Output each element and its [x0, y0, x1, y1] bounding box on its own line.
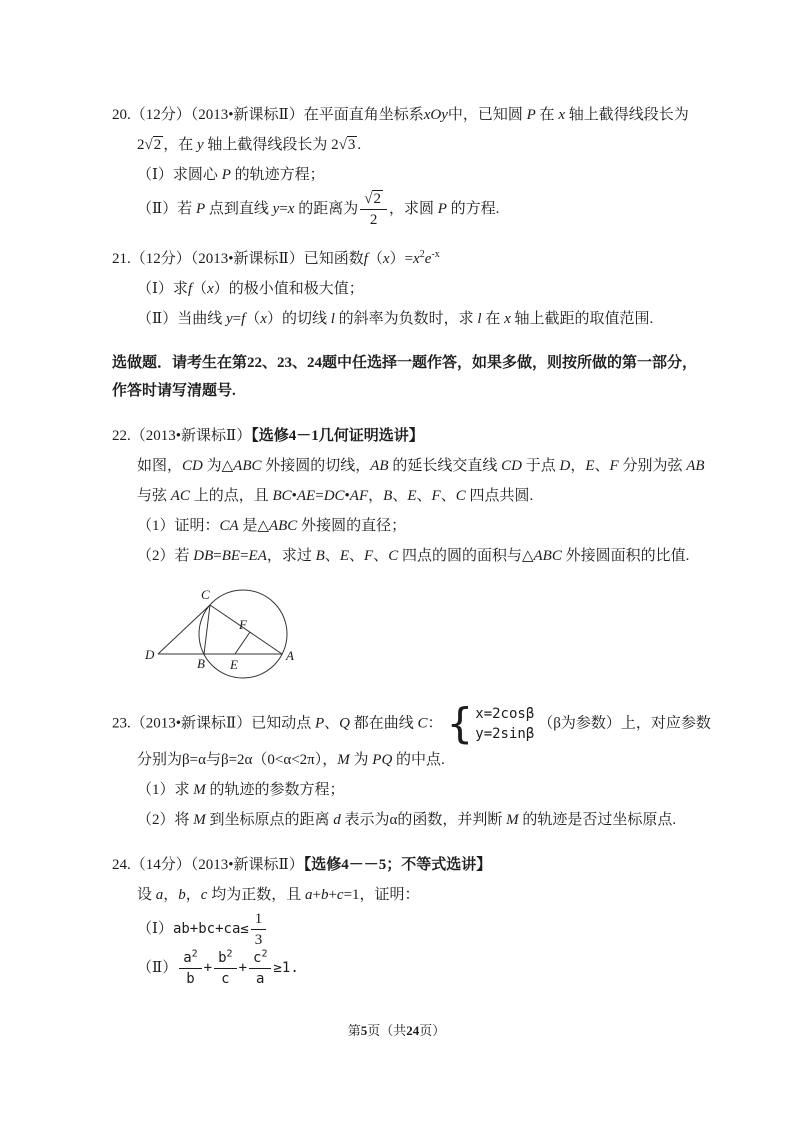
- problem-20-line-2: 2√2 ，在 y 轴上截得线段长为 2√3 .: [137, 137, 362, 153]
- point-label-B: B: [197, 656, 205, 671]
- problem-22-part-1: （1）证明：CA 是△ABC 外接圆的直径；: [137, 518, 407, 534]
- optional-question-notice: [112, 349, 712, 405]
- circle-triangle-diagram: [140, 577, 318, 689]
- point-label-D: D: [145, 647, 155, 662]
- problem-21-line-1: 21.（12分）（2013•新课标Ⅱ）已知函数$f(x)=x^2e^{-x}$: [112, 249, 440, 267]
- problem-24-part-2: （Ⅱ） $\frac{a^2}{b}$ + $\frac{b^2}{c}$ + $\frac{c^2}{a}$ ≥1.: [137, 947, 299, 987]
- problem-24-line-2: 设 a，b，c 均为正数，且 a+b+c=1，证明：: [137, 886, 420, 903]
- notice-line-1: 选做题．请考生在第22、23、24题中任选择一题作答，如果多做，则按所做的第一部分，: [112, 355, 698, 371]
- line-EF: [235, 632, 250, 654]
- problem-20: [112, 100, 712, 229]
- problem-23-line-1: 23.（2013•新课标Ⅱ）已知动点 P、Q 都在曲线 C： { x=2cosβ y=2sinβ （β为参数）上，对应参数: [112, 699, 711, 749]
- problem-21: [112, 244, 712, 334]
- page-content: [112, 100, 712, 1003]
- problem-21-part-2: （Ⅱ）当曲线 y=f（x）的切线 l 的斜率为负数时，求 l 在 x 轴上截距的取值范围.: [137, 311, 654, 327]
- page-number: 第5页（共24页）: [347, 1023, 446, 1038]
- problem-21-part-1: （Ⅰ）求f（x）的极小值和极大值；: [137, 281, 364, 297]
- problem-22-line-1: 22.（2013•新课标Ⅱ）【选修4－1几何证明选讲】: [112, 428, 424, 444]
- point-label-A: A: [286, 648, 294, 663]
- notice-line-2: 作答时请写清题号.: [112, 383, 236, 399]
- problem-20-part-2: （Ⅱ）若 P 点到直线 y=x 的距离为 $\frac{√2}{2}$ ，求圆 P 的方程.: [137, 191, 500, 228]
- point-label-F: F: [239, 617, 247, 632]
- problem-22-part-2: （2）若 DB=BE=EA，求过 B、E、F、C 四点的圆的面积与△ABC 外接圆面积的比值.: [137, 548, 690, 564]
- problem-23-line-2: 分别为β=α与β=2α（0<α<2π），M 为 PQ 的中点.: [137, 751, 445, 768]
- point-label-E: E: [230, 657, 238, 672]
- line-DC-tangent: [158, 605, 210, 654]
- problem-22-line-3: 与弦 AC 上的点，且 BC•AE=DC•AF，B、E、F、C 四点共圆.: [137, 488, 534, 504]
- problem-23: [112, 699, 712, 835]
- problem-20-line-1: 20.（12分）（2013•新课标Ⅱ）在平面直角坐标系xOy中，已知圆 P 在 x 轴上截得线段长为: [112, 107, 689, 123]
- problem-22-line-2: 如图，CD 为△ABC 外接圆的切线，AB 的延长线交直线 CD 于点 D，E、F 分别为弦 AB: [137, 458, 705, 474]
- point-label-C: C: [201, 587, 210, 602]
- problem-20-part-1: （Ⅰ）求圆心 P 的轨迹方程；: [137, 167, 325, 183]
- problem-23-part-2: （2）将 M 到坐标原点的距离 d 表示为α的函数，并判断 M 的轨迹是否过坐标原点.: [137, 811, 677, 828]
- problem-23-part-1: （1）求 M 的轨迹的参数方程；: [137, 781, 345, 798]
- geometry-figure: [140, 577, 712, 689]
- problem-22: [112, 421, 712, 689]
- problem-24: [112, 850, 712, 988]
- page-footer: [0, 1020, 793, 1039]
- problem-24-part-1: （Ⅰ）ab+bc+ca≤ $\frac{1}{3}$: [112, 910, 712, 949]
- circumcircle: [199, 590, 287, 678]
- problem-24-line-1: 24.（14分）（2013•新课标Ⅱ）【选修4－－5；不等式选讲】: [112, 856, 492, 873]
